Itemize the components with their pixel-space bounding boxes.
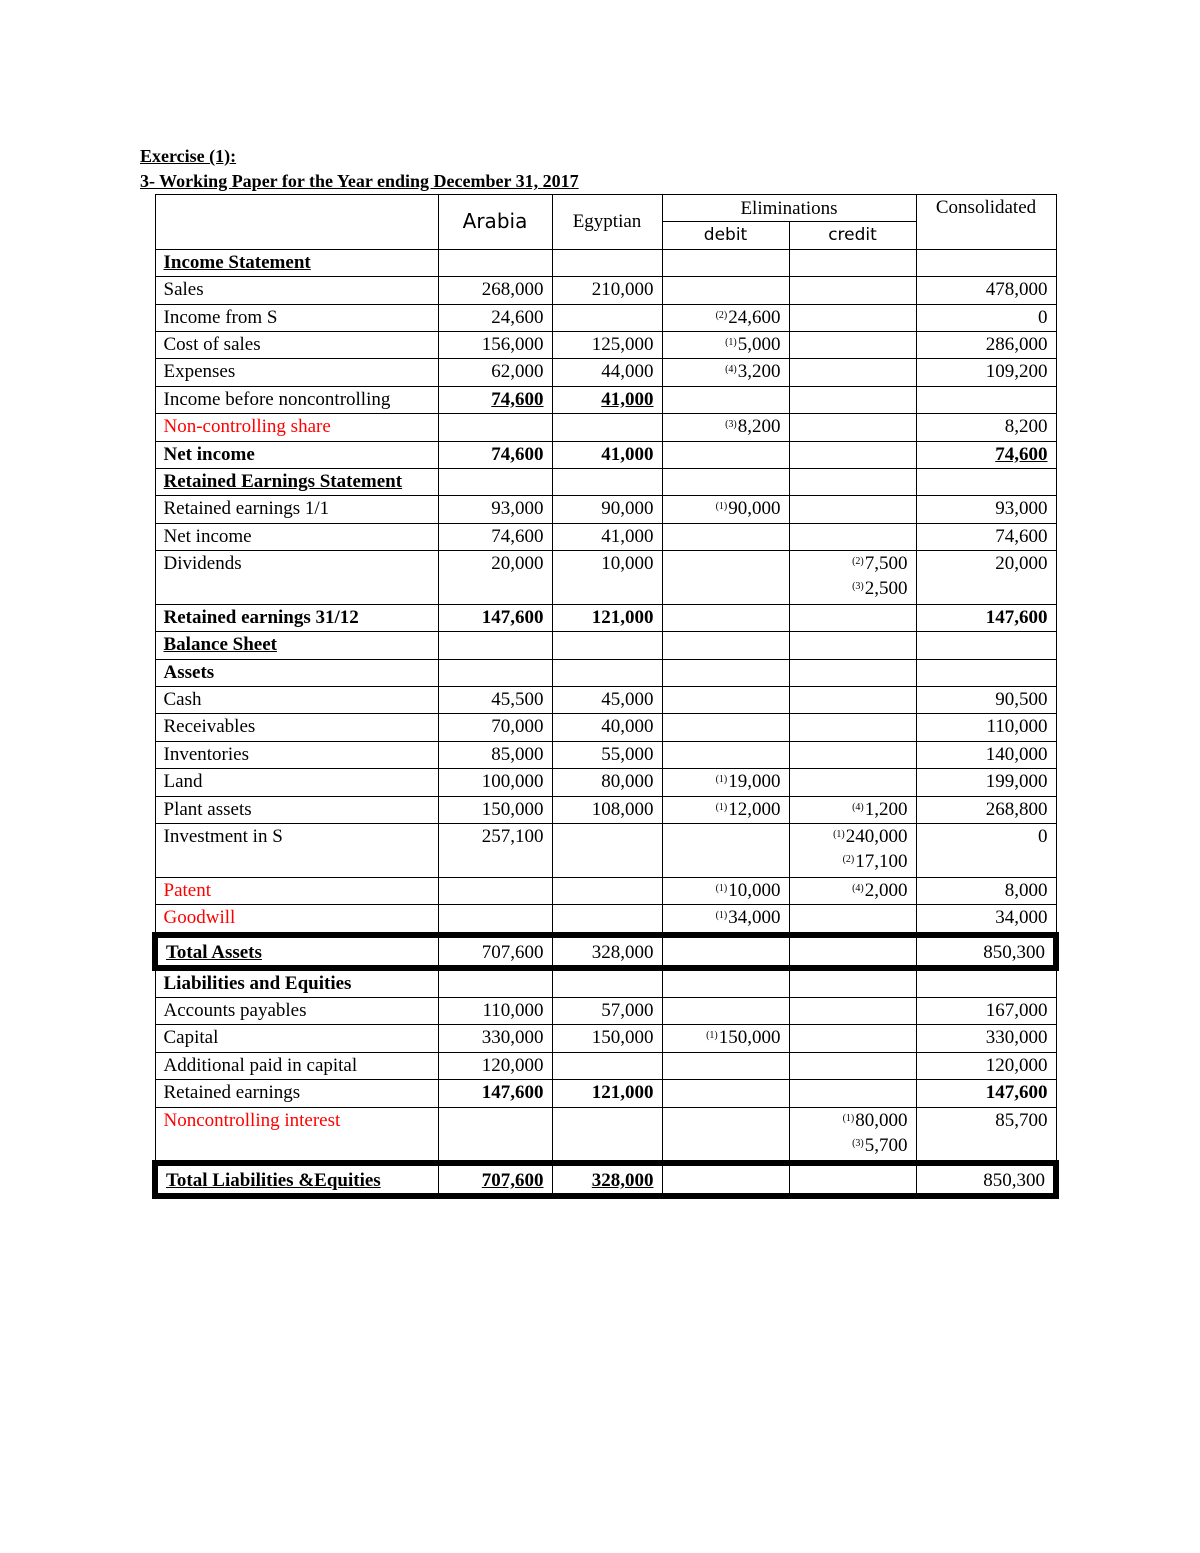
egyptian-value: 10,000 <box>552 551 662 605</box>
entry-ref: (1) <box>842 1112 855 1124</box>
entry-ref: (1) <box>706 1030 718 1042</box>
row-label: Capital <box>155 1025 438 1052</box>
table-row <box>155 877 1056 904</box>
arabia-value: 268,000 <box>438 277 552 304</box>
consolidated-value: 478,000 <box>916 277 1056 304</box>
entry-ref: (1) <box>715 801 728 813</box>
arabia-value: 74,600 <box>438 523 552 550</box>
table-row <box>155 1080 1056 1107</box>
working-paper-title: 3- Working Paper for the Year ending December 31, 2017 <box>140 171 579 191</box>
debit-value: $^{(1)}$5,000 <box>662 331 789 358</box>
row-label: Investment in S <box>155 824 438 878</box>
arabia-value: 110,000 <box>438 997 552 1024</box>
header-blank-cell <box>155 195 438 250</box>
entry-ref: (1) <box>715 882 728 894</box>
consolidated-value: 147,600 <box>916 604 1056 631</box>
credit-value: $^{(4)}$2,000 <box>789 877 916 904</box>
egyptian-value: 108,000 <box>552 796 662 823</box>
consolidated-value: 8,200 <box>916 414 1056 441</box>
row-label: Receivables <box>155 714 438 741</box>
arabia-value: 85,000 <box>438 741 552 768</box>
row-label: Net income <box>155 441 438 468</box>
row-label: Patent <box>155 877 438 904</box>
row-label: Retained earnings 31/12 <box>155 604 438 631</box>
consolidated-value: 120,000 <box>916 1052 1056 1079</box>
table-row <box>155 659 1056 686</box>
table-row <box>155 523 1056 550</box>
entry-ref: (1) <box>715 910 728 922</box>
table-header-row-1 <box>155 195 1056 222</box>
arabia-value: 45,500 <box>438 687 552 714</box>
row-label: Retained earnings <box>155 1080 438 1107</box>
egyptian-value: 90,000 <box>552 496 662 523</box>
arabia-value: 74,600 <box>438 441 552 468</box>
table-row <box>155 1052 1056 1079</box>
egyptian-value: 41,000 <box>552 441 662 468</box>
arabia-value: 120,000 <box>438 1052 552 1079</box>
section-income-statement: Income Statement <box>155 249 438 276</box>
section-liabilities-equities: Liabilities and Equities <box>155 968 438 998</box>
consolidated-value: 140,000 <box>916 741 1056 768</box>
col-header-consolidated: Consolidated <box>916 195 1056 250</box>
consolidated-value: 93,000 <box>916 496 1056 523</box>
working-paper-table <box>152 194 1059 1199</box>
consolidated-value: 34,000 <box>916 905 1056 935</box>
row-label: Total Liabilities &Equities <box>155 1163 438 1196</box>
egyptian-value: 45,000 <box>552 687 662 714</box>
col-header-eliminations: Eliminations <box>662 195 916 222</box>
egyptian-value: 55,000 <box>552 741 662 768</box>
credit-value: $^{(1)}$80,000 $^{(3)}$5,700 <box>789 1107 916 1163</box>
consolidated-value: 109,200 <box>916 359 1056 386</box>
table-row <box>155 386 1056 413</box>
section-assets: Assets <box>155 659 438 686</box>
table-row <box>155 277 1056 304</box>
egyptian-value: 41,000 <box>552 386 662 413</box>
consolidated-value: 90,500 <box>916 687 1056 714</box>
entry-ref: (3) <box>852 1137 864 1149</box>
arabia-value: 93,000 <box>438 496 552 523</box>
debit-value: $^{(1)}$12,000 <box>662 796 789 823</box>
table-row <box>155 304 1056 331</box>
row-label: Expenses <box>155 359 438 386</box>
arabia-value: 20,000 <box>438 551 552 605</box>
table-row <box>155 496 1056 523</box>
table-row <box>155 905 1056 935</box>
egyptian-value: 125,000 <box>552 331 662 358</box>
consolidated-value: 110,000 <box>916 714 1056 741</box>
arabia-value: 257,100 <box>438 824 552 878</box>
egyptian-value: 328,000 <box>552 1163 662 1196</box>
table-row <box>155 687 1056 714</box>
consolidated-value: 147,600 <box>916 1080 1056 1107</box>
entry-ref: (2) <box>852 556 864 568</box>
col-header-debit: debit <box>662 222 789 249</box>
table-row <box>155 414 1056 441</box>
table-row <box>155 551 1056 605</box>
entry-ref: (4) <box>852 882 864 894</box>
debit-value: $^{(2)}$24,600 <box>662 304 789 331</box>
arabia-value: 707,600 <box>438 935 552 968</box>
consolidated-value: 850,300 <box>916 935 1056 968</box>
consolidated-value: 199,000 <box>916 769 1056 796</box>
debit-value: $^{(1)}$10,000 <box>662 877 789 904</box>
exercise-heading: Exercise (1): <box>140 146 237 166</box>
consolidated-value: 85,700 <box>916 1107 1056 1163</box>
row-label: Accounts payables <box>155 997 438 1024</box>
entry-ref: (3) <box>725 419 737 431</box>
table-row <box>155 249 1056 276</box>
arabia-value: 100,000 <box>438 769 552 796</box>
row-label: Income before noncontrolling <box>155 386 438 413</box>
table-row <box>155 997 1056 1024</box>
total-assets-row <box>155 935 1056 968</box>
row-label: Plant assets <box>155 796 438 823</box>
arabia-value: 330,000 <box>438 1025 552 1052</box>
arabia-value: 62,000 <box>438 359 552 386</box>
arabia-value: 156,000 <box>438 331 552 358</box>
consolidated-value: 268,800 <box>916 796 1056 823</box>
row-label: Total Assets <box>155 935 438 968</box>
credit-value: $^{(2)}$7,500 $^{(3)}$2,500 <box>789 551 916 605</box>
entry-ref: (4) <box>725 364 737 376</box>
egyptian-value: 44,000 <box>552 359 662 386</box>
credit-value: $^{(1)}$240,000 $^{(2)}$17,100 <box>789 824 916 878</box>
debit-value: $^{(1)}$90,000 <box>662 496 789 523</box>
egyptian-value: 121,000 <box>552 604 662 631</box>
consolidated-value: 74,600 <box>916 441 1056 468</box>
col-header-egyptian: Egyptian <box>552 195 662 250</box>
arabia-value: 147,600 <box>438 1080 552 1107</box>
arabia-value: 147,600 <box>438 604 552 631</box>
egyptian-value: 41,000 <box>552 523 662 550</box>
table-row <box>155 632 1056 659</box>
consolidated-value: 850,300 <box>916 1163 1056 1196</box>
entry-ref: (1) <box>715 774 728 786</box>
table-row <box>155 331 1056 358</box>
row-label: Cost of sales <box>155 331 438 358</box>
table-row <box>155 359 1056 386</box>
consolidated-value: 8,000 <box>916 877 1056 904</box>
entry-ref: (1) <box>715 501 728 513</box>
credit-value: $^{(4)}$1,200 <box>789 796 916 823</box>
section-balance-sheet: Balance Sheet <box>155 632 438 659</box>
row-label: Dividends <box>155 551 438 605</box>
arabia-value: 24,600 <box>438 304 552 331</box>
row-label: Retained earnings 1/1 <box>155 496 438 523</box>
consolidated-value: 0 <box>916 824 1056 878</box>
row-label: Net income <box>155 523 438 550</box>
consolidated-value: 167,000 <box>916 997 1056 1024</box>
table-row <box>155 468 1056 495</box>
entry-ref: (1) <box>833 829 845 840</box>
debit-value: $^{(1)}$34,000 <box>662 905 789 935</box>
entry-ref: (4) <box>852 801 864 813</box>
consolidated-value: 20,000 <box>916 551 1056 605</box>
table-row <box>155 769 1056 796</box>
row-label: Sales <box>155 277 438 304</box>
egyptian-value: 328,000 <box>552 935 662 968</box>
entry-ref: (2) <box>842 854 855 865</box>
consolidated-value: 74,600 <box>916 523 1056 550</box>
debit-value: $^{(3)}$8,200 <box>662 414 789 441</box>
arabia-value: 707,600 <box>438 1163 552 1196</box>
arabia-value: 150,000 <box>438 796 552 823</box>
egyptian-value: 150,000 <box>552 1025 662 1052</box>
row-label: Income from S <box>155 304 438 331</box>
entry-ref: (1) <box>725 336 737 348</box>
arabia-value: 74,600 <box>438 386 552 413</box>
table-row <box>155 824 1056 878</box>
egyptian-value: 57,000 <box>552 997 662 1024</box>
table-row <box>155 1107 1056 1163</box>
consolidated-value: 330,000 <box>916 1025 1056 1052</box>
table-row <box>155 968 1056 998</box>
entry-ref: (2) <box>715 309 728 321</box>
egyptian-value: 40,000 <box>552 714 662 741</box>
entry-ref: (3) <box>852 581 864 593</box>
egyptian-value: 121,000 <box>552 1080 662 1107</box>
arabia-value: 70,000 <box>438 714 552 741</box>
col-header-arabia: Arabia <box>438 195 552 250</box>
consolidated-value: 286,000 <box>916 331 1056 358</box>
row-label: Non-controlling share <box>155 414 438 441</box>
table-row <box>155 796 1056 823</box>
table-row <box>155 604 1056 631</box>
consolidated-value: 0 <box>916 304 1056 331</box>
row-label: Goodwill <box>155 905 438 935</box>
row-label: Inventories <box>155 741 438 768</box>
debit-value: $^{(4)}$3,200 <box>662 359 789 386</box>
table-row <box>155 714 1056 741</box>
total-liabilities-equities-row <box>155 1163 1056 1196</box>
row-label: Cash <box>155 687 438 714</box>
egyptian-value: 80,000 <box>552 769 662 796</box>
section-retained-earnings-statement: Retained Earnings Statement <box>155 468 438 495</box>
debit-value: $^{(1)}$150,000 <box>662 1025 789 1052</box>
table-row <box>155 741 1056 768</box>
table-row <box>155 1025 1056 1052</box>
row-label: Land <box>155 769 438 796</box>
row-label: Noncontrolling interest <box>155 1107 438 1163</box>
debit-value: $^{(1)}$19,000 <box>662 769 789 796</box>
table-row <box>155 441 1056 468</box>
col-header-credit: credit <box>789 222 916 249</box>
egyptian-value: 210,000 <box>552 277 662 304</box>
row-label: Additional paid in capital <box>155 1052 438 1079</box>
